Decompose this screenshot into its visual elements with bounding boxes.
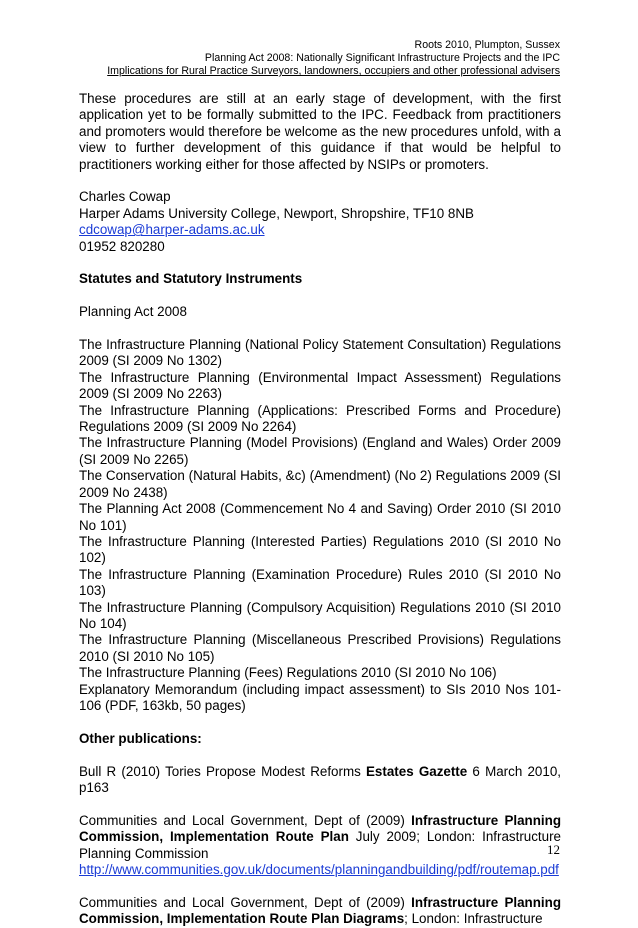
reference-bull: Bull R (2010) Tories Propose Modest Reforms Estates Gazette 6 March 2010, p163 <box>79 763 561 795</box>
header-line-2: Planning Act 2008: Nationally Significant Infrastructure Projects and the IPC <box>204 52 560 64</box>
running-header <box>60 39 560 78</box>
routemap-url-link[interactable]: http://www.communities.gov.uk/documents/planningandbuilding/pdf/routemap.pdf <box>79 861 559 877</box>
list-item: The Infrastructure Planning (Environmental Impact Assessment) Regulations 2009 (SI 2009 No 2263) <box>79 369 561 402</box>
list-item: The Infrastructure Planning (Model Provisions) (England and Wales) Order 2009 (SI 2009 No 2265) <box>79 435 561 467</box>
list-item: The Conservation (Natural Habits, &c) (Amendment) (No 2) Regulations 2009 (SI 2009 No 2438) <box>79 468 561 500</box>
list-item: The Infrastructure Planning (Interested Parties) Regulations 2010 (SI 2010 No 102) <box>79 533 561 566</box>
list-item: The Planning Act 2008 (Commencement No 4 and Saving) Order 2010 (SI 2010 No 101) <box>79 501 561 533</box>
page-body <box>79 91 561 928</box>
other-publications-heading: Other publications: <box>79 730 202 746</box>
list-item: The Infrastructure Planning (Compulsory Acquisition) Regulations 2010 (SI 2010 No 104) <box>79 599 561 631</box>
contact-name: Charles Cowap <box>79 189 171 205</box>
contact-block <box>79 189 561 255</box>
statutes-heading: Statutes and Statutory Instruments <box>79 271 303 287</box>
contact-phone: 01952 820280 <box>79 238 165 254</box>
planning-act: Planning Act 2008 <box>79 304 187 320</box>
statutes-list <box>79 337 561 714</box>
list-item: The Infrastructure Planning (Applications: Prescribed Forms and Procedure) Regulations 2009 (SI 2009 No 2264) <box>79 402 561 435</box>
list-item: The Infrastructure Planning (National Policy Statement Consultation) Regulations 2009 (SI 2009 No 1302) <box>79 337 561 369</box>
contact-address: Harper Adams University College, Newport, Shropshire, TF10 8NB <box>79 205 474 221</box>
list-item: The Infrastructure Planning (Miscellaneous Prescribed Provisions) Regulations 2010 (SI 2010 No 105) <box>79 632 561 664</box>
page-number: 12 <box>547 842 560 857</box>
header-line-3: Implications for Rural Practice Surveyors, landowners, occupiers and other professional advisers <box>107 65 560 77</box>
contact-email-link[interactable]: cdcowap@harper-adams.ac.uk <box>79 222 265 238</box>
list-item: The Infrastructure Planning (Examination Procedure) Rules 2010 (SI 2010 No 103) <box>79 566 561 599</box>
intro-paragraph: These procedures are still at an early stage of development, with the first application yet to be formally submitted to the IPC. Feedback from practitioners and promoters would therefore be welcome as the new procedures unfold, with a view to further development of this guidance if that would be helpful to practitioners working either for those affected by NSIPs or promoters. <box>79 91 561 172</box>
list-item: Explanatory Memorandum (including impact assessment) to SIs 2010 Nos 101-106 (PDF, 163kb, 50 pages) <box>79 681 561 713</box>
reference-clg-diagrams: Communities and Local Government, Dept of (2009) Infrastructure Planning Commission, Implementation Route Plan Diagrams; London: Infrastructure <box>79 894 561 927</box>
header-line-1: Roots 2010, Plumpton, Sussex <box>414 39 560 51</box>
reference-clg-route-plan: Communities and Local Government, Dept of (2009) Infrastructure Planning Commission, Implementation Route Plan July 2009; London: Infrastructure Planning Commission <box>79 812 561 861</box>
list-item: The Infrastructure Planning (Fees) Regulations 2010 (SI 2010 No 106) <box>79 665 497 681</box>
